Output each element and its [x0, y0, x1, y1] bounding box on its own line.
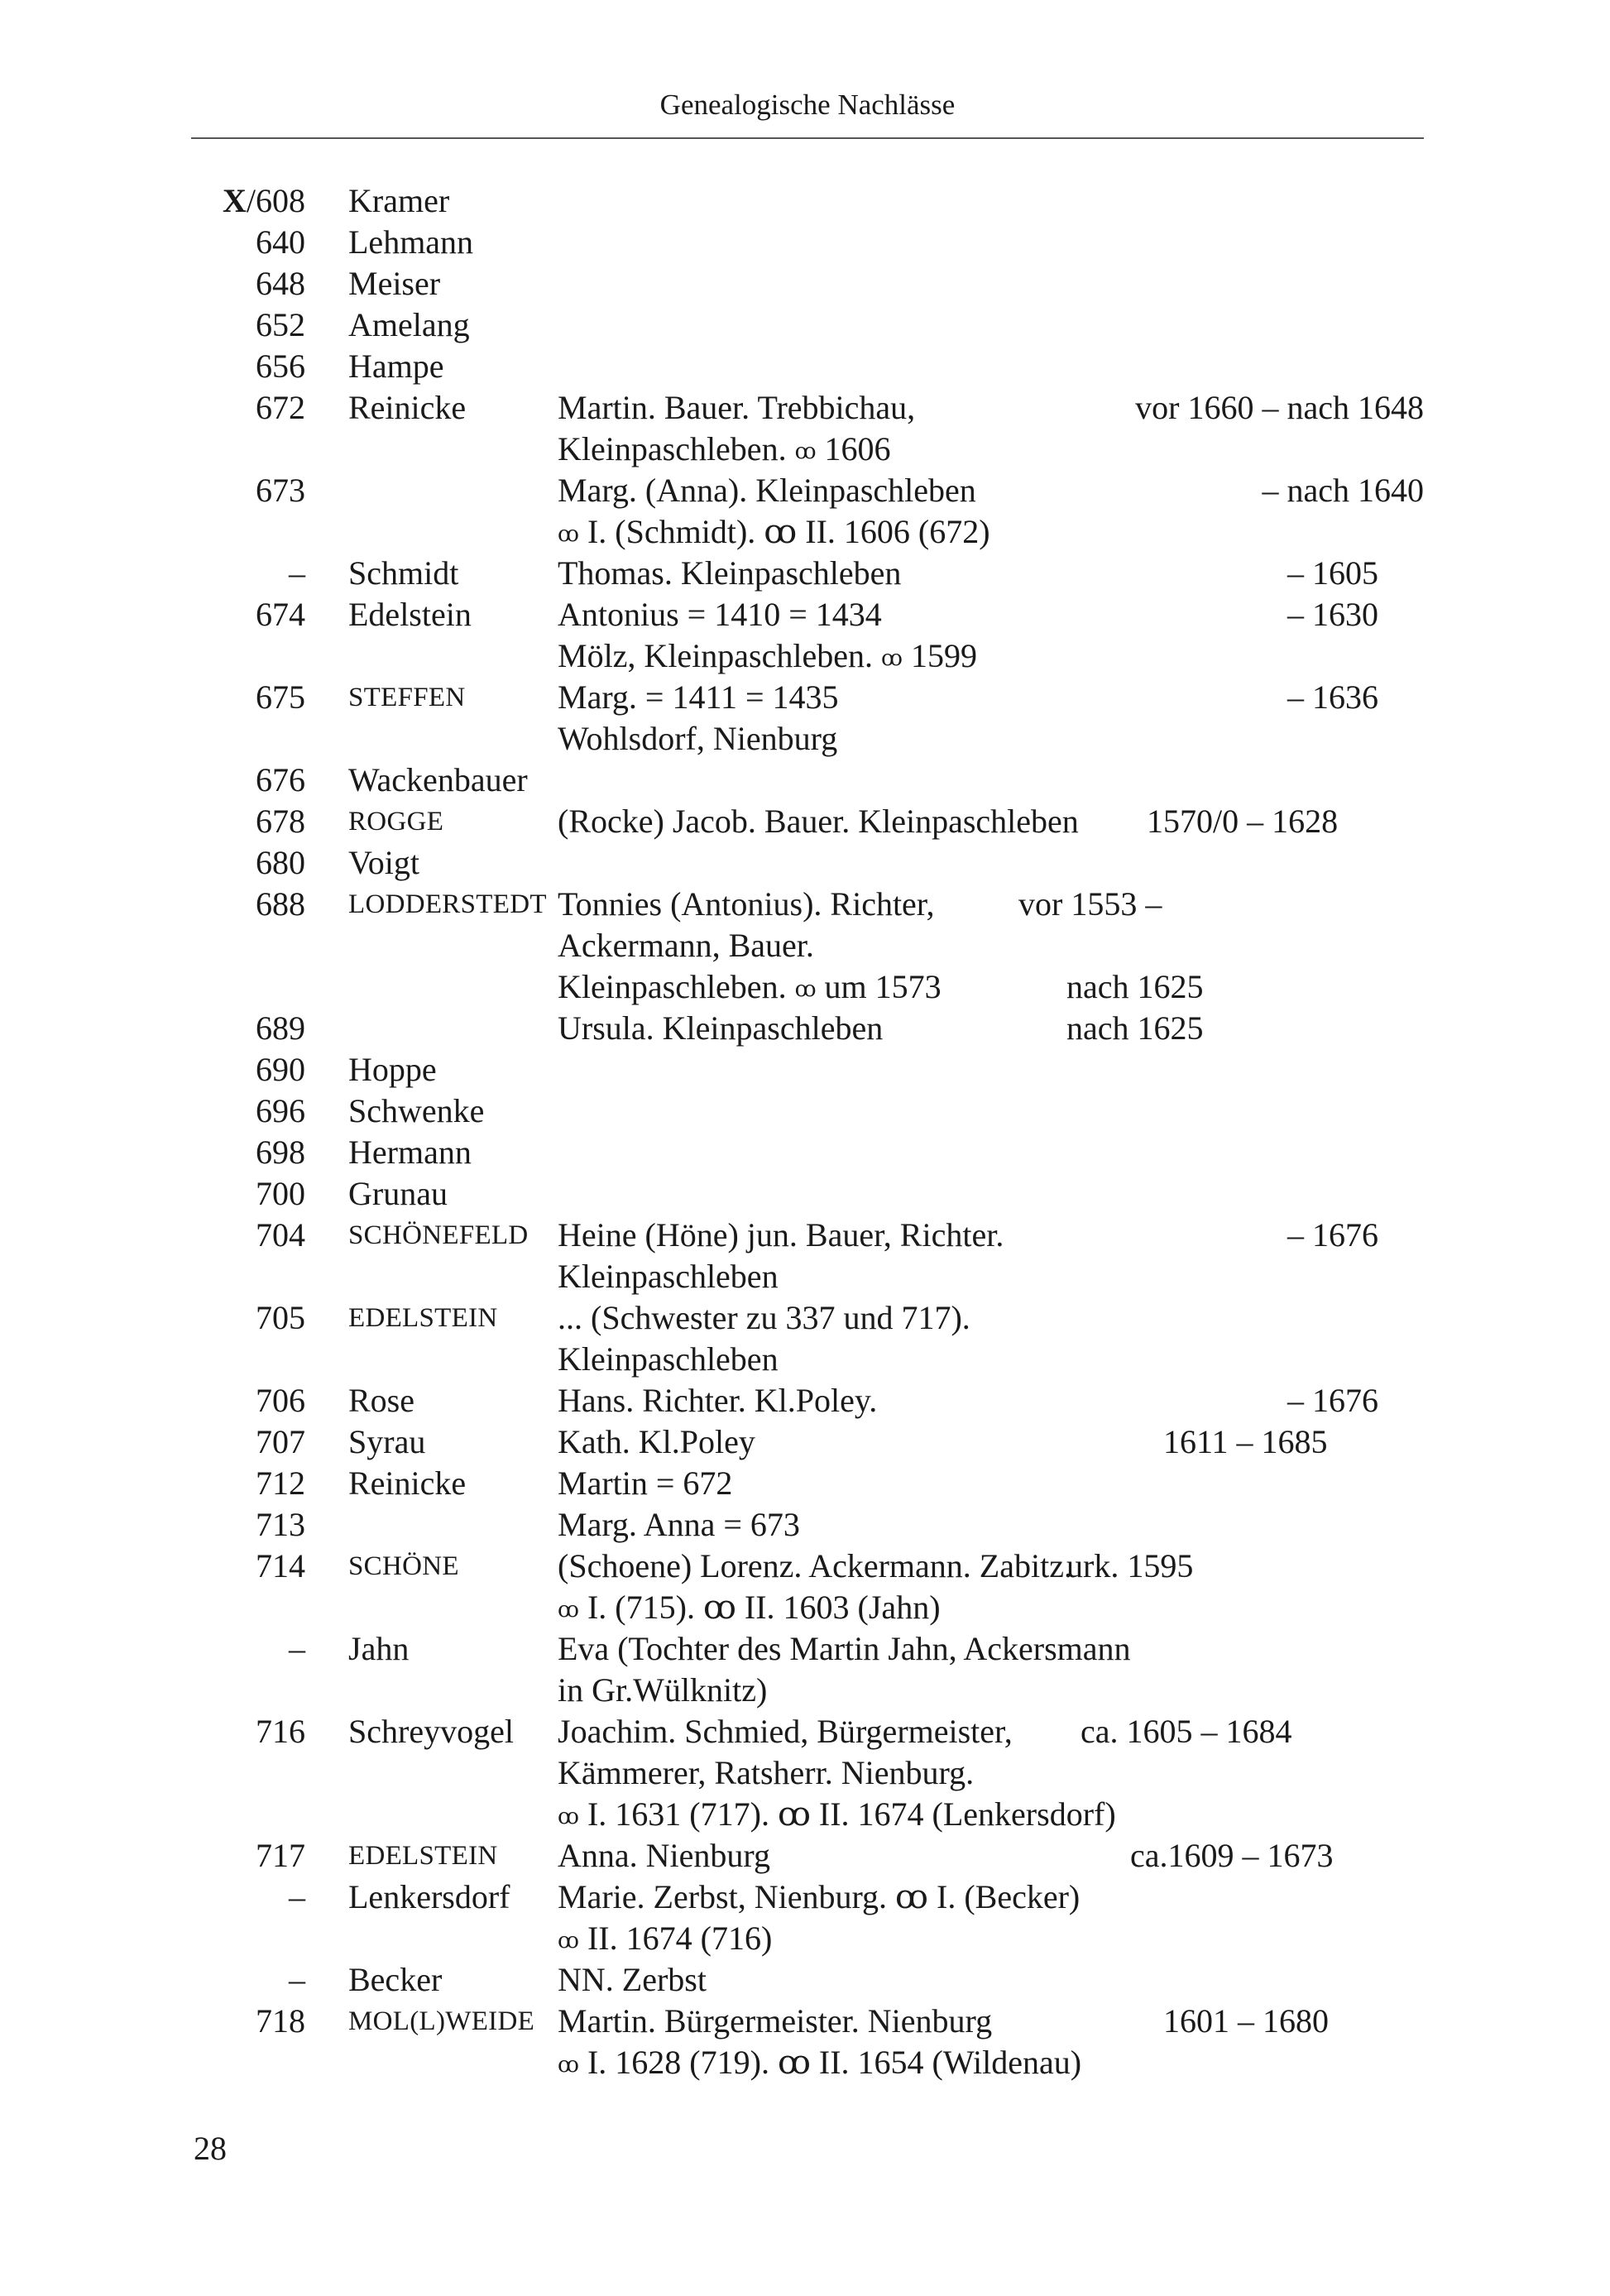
family-name: Schmidt — [348, 554, 459, 592]
entry-description: NN. Zerbst — [558, 1961, 707, 1998]
table-row — [191, 304, 1424, 346]
table-row — [191, 1090, 1424, 1132]
entry-description — [558, 966, 942, 1010]
running-header — [191, 89, 1424, 139]
life-dates: 1611 – 1685 — [1163, 1423, 1328, 1460]
entry-number: – — [289, 1961, 305, 1998]
life-dates: ca. 1605 – 1684 — [1081, 1713, 1292, 1750]
entry-number: 707 — [256, 1423, 305, 1460]
family-name: STEFFEN — [348, 683, 466, 712]
family-name: Lenkersdorf — [348, 1878, 510, 1915]
entry-description: Joachim. Schmied, Bürgermeister, — [558, 1713, 1013, 1750]
entry-description: Eva (Tochter des Martin Jahn, Ackersmann — [558, 1630, 1131, 1667]
entry-number: 678 — [256, 803, 305, 840]
family-name: Reinicke — [348, 1464, 467, 1502]
entry-description: Marie. Zerbst, Nienburg. ꝏ I. (Becker) — [558, 1878, 1081, 1915]
family-name: Amelang — [348, 306, 470, 343]
entry-description: Ursula. Kleinpaschleben — [558, 1009, 884, 1047]
table-row — [191, 2001, 1424, 2042]
entry-number: 688 — [256, 885, 305, 923]
family-name: Syrau — [348, 1423, 426, 1460]
entry-number: 696 — [256, 1092, 305, 1129]
table-row — [191, 1463, 1424, 1504]
life-dates: nach 1625 — [1066, 1009, 1204, 1047]
entry-number: 704 — [256, 1216, 305, 1253]
table-row — [191, 1835, 1424, 1877]
entry-description: (Schoene) Lorenz. Ackermann. Zabitz. — [558, 1547, 1072, 1584]
entry-description: Kath. Kl.Poley — [558, 1423, 755, 1460]
family-name: Wackenbauer — [348, 761, 528, 798]
entry-number: 698 — [256, 1134, 305, 1171]
marriage-symbol-icon: ꝏ — [558, 1805, 579, 1829]
table-row — [191, 1339, 1424, 1380]
family-name: Jahn — [348, 1630, 410, 1667]
genealogy-table — [191, 180, 1424, 2083]
family-name: Reinicke — [348, 389, 467, 426]
table-row — [191, 1008, 1424, 1049]
entry-number: 716 — [256, 1713, 305, 1750]
family-name: SCHÖNEFELD — [348, 1220, 529, 1250]
entry-number: 675 — [256, 678, 305, 716]
life-dates: ca.1609 – 1673 — [1130, 1837, 1334, 1874]
description-text: Kleinpaschleben. — [558, 430, 787, 467]
description-text: II. 1674 (716) — [587, 1920, 773, 1957]
table-row — [191, 1215, 1424, 1256]
entry-description: Antonius = 1410 = 1434 — [558, 596, 882, 633]
table-row — [191, 1049, 1424, 1090]
family-name: Schwenke — [348, 1092, 485, 1129]
entry-description: ... (Schwester zu 337 und 717). — [558, 1299, 970, 1336]
entry-number: 718 — [256, 2002, 305, 2040]
table-row — [191, 1256, 1424, 1297]
entry-number: 676 — [256, 761, 305, 798]
entry-number: – — [289, 1630, 305, 1667]
life-dates: – nach 1640 — [1262, 472, 1424, 509]
entry-description: Kämmerer, Ratsherr. Nienburg. — [558, 1754, 975, 1791]
table-row — [191, 263, 1424, 304]
entry-description: Martin. Bürgermeister. Nienburg — [558, 2002, 993, 2040]
family-name: Rose — [348, 1382, 414, 1419]
entry-number: – — [289, 554, 305, 592]
entry-description — [558, 1794, 1116, 1838]
family-name: Grunau — [348, 1175, 448, 1212]
entry-description: Marg. = 1411 = 1435 — [558, 678, 839, 716]
description-text: I. (Schmidt). ꝏ II. 1606 (672) — [587, 513, 990, 550]
family-name: Voigt — [348, 844, 419, 881]
table-row — [191, 718, 1424, 760]
table-row — [191, 1670, 1424, 1711]
marriage-symbol-icon: ꝏ — [558, 1598, 579, 1622]
table-row — [191, 1132, 1424, 1173]
entry-description — [558, 1918, 772, 1962]
life-dates: – 1636 — [1287, 678, 1378, 716]
table-row — [191, 1421, 1424, 1463]
entry-number: 648 — [256, 265, 305, 302]
table-row — [191, 760, 1424, 801]
entry-number: 672 — [256, 389, 305, 426]
page-number: 28 — [194, 2130, 227, 2167]
table-row — [191, 1628, 1424, 1670]
family-name: EDELSTEIN — [348, 1841, 498, 1871]
entry-number-prefix: X — [222, 182, 247, 219]
description-text: um 1573 — [824, 968, 942, 1005]
life-dates: vor 1660 – nach 1648 — [1135, 389, 1424, 426]
marriage-symbol-icon: ꝏ — [794, 977, 817, 1001]
description-text: I. 1628 (719). ꝏ II. 1654 (Wildenau) — [587, 2044, 1082, 2081]
table-row — [191, 470, 1424, 511]
entry-description: Anna. Nienburg — [558, 1837, 770, 1874]
entry-description — [558, 635, 977, 679]
entry-number: 680 — [256, 844, 305, 881]
entry-description: Thomas. Kleinpaschleben — [558, 554, 902, 592]
marriage-symbol-icon: ꝏ — [794, 439, 817, 463]
family-name: Schreyvogel — [348, 1713, 514, 1750]
entry-number: 656 — [256, 348, 305, 385]
entry-description: Marg. (Anna). Kleinpaschleben — [558, 472, 976, 509]
entry-number: 712 — [256, 1464, 305, 1502]
table-row — [191, 1959, 1424, 2001]
table-row — [191, 594, 1424, 635]
entry-number: 717 — [256, 1837, 305, 1874]
entry-description: Kleinpaschleben — [558, 1340, 779, 1378]
table-row — [191, 1918, 1424, 1959]
life-dates: vor 1553 – — [1018, 885, 1162, 923]
life-dates: nach 1625 — [1066, 968, 1204, 1005]
description-text: Kleinpaschleben. — [558, 968, 787, 1005]
table-row — [191, 635, 1424, 677]
family-name: Hermann — [348, 1134, 472, 1171]
family-name: Edelstein — [348, 596, 472, 633]
table-row — [191, 884, 1424, 925]
table-row — [191, 925, 1424, 966]
entry-number: 705 — [256, 1299, 305, 1336]
description-text: I. 1631 (717). ꝏ II. 1674 (Lenkersdorf) — [587, 1795, 1116, 1833]
family-name: ROGGE — [348, 807, 444, 836]
family-name: Lehmann — [348, 223, 474, 261]
table-row — [191, 1173, 1424, 1215]
family-name: LODDERSTEDT — [348, 889, 547, 919]
life-dates: urk. 1595 — [1066, 1547, 1194, 1584]
description-text: 1606 — [824, 430, 891, 467]
table-row — [191, 1297, 1424, 1339]
table-row — [191, 1752, 1424, 1794]
entry-description: Tonnies (Antonius). Richter, — [558, 885, 935, 923]
entry-description: Ackermann, Bauer. — [558, 927, 814, 964]
entry-description — [558, 511, 990, 555]
entry-number: 640 — [256, 223, 305, 261]
table-row — [191, 429, 1424, 470]
table-row — [191, 346, 1424, 387]
table-row — [191, 222, 1424, 263]
table-row — [191, 1546, 1424, 1587]
table-row — [191, 553, 1424, 594]
family-name: Becker — [348, 1961, 443, 1998]
entry-number: 713 — [256, 1506, 305, 1543]
table-row — [191, 1504, 1424, 1546]
life-dates: 1601 – 1680 — [1163, 2002, 1329, 2040]
table-row — [191, 677, 1424, 718]
entry-description: Martin. Bauer. Trebbichau, — [558, 389, 916, 426]
life-dates: 1570/0 – 1628 — [1147, 803, 1339, 840]
family-name: MOL(L)WEIDE — [348, 2006, 535, 2036]
life-dates: – 1676 — [1287, 1216, 1378, 1253]
entry-number: 652 — [256, 306, 305, 343]
entry-number: – — [289, 1878, 305, 1915]
running-header-title: Genealogische Nachlässe — [659, 89, 956, 121]
table-row — [191, 1380, 1424, 1421]
entry-description: in Gr.Wülknitz) — [558, 1671, 768, 1709]
entry-number — [223, 180, 305, 222]
table-row — [191, 1587, 1424, 1628]
marriage-symbol-icon: ꝏ — [558, 1929, 579, 1953]
family-name: SCHÖNE — [348, 1551, 459, 1581]
entry-description: Hans. Richter. Kl.Poley. — [558, 1382, 878, 1419]
family-name: Hoppe — [348, 1051, 437, 1088]
description-text: 1599 — [910, 637, 977, 674]
entry-number-value: /608 — [246, 182, 305, 219]
entry-number: 674 — [256, 596, 305, 633]
family-name: Kramer — [348, 182, 450, 219]
table-row — [191, 842, 1424, 884]
entry-description: Heine (Höne) jun. Bauer, Richter. — [558, 1216, 1004, 1253]
entry-number: 700 — [256, 1175, 305, 1212]
description-text: I. (715). ꝏ II. 1603 (Jahn) — [587, 1589, 941, 1626]
entry-description — [558, 1587, 941, 1631]
entry-description: Kleinpaschleben — [558, 1258, 779, 1295]
marriage-symbol-icon: ꝏ — [881, 646, 903, 670]
entry-number: 714 — [256, 1547, 305, 1584]
life-dates: – 1676 — [1287, 1382, 1378, 1419]
family-name: EDELSTEIN — [348, 1303, 498, 1333]
entry-description: Martin = 672 — [558, 1464, 733, 1502]
family-name: Hampe — [348, 348, 444, 385]
table-row — [191, 511, 1424, 553]
table-row — [191, 1877, 1424, 1918]
entry-description — [558, 429, 891, 472]
entry-number: 690 — [256, 1051, 305, 1088]
entry-number: 673 — [256, 472, 305, 509]
table-row — [191, 966, 1424, 1008]
life-dates: – 1605 — [1287, 554, 1378, 592]
description-text: Mölz, Kleinpaschleben. — [558, 637, 873, 674]
entry-description: Marg. Anna = 673 — [558, 1506, 800, 1543]
entry-number: 706 — [256, 1382, 305, 1419]
table-row — [191, 801, 1424, 842]
table-row — [191, 2042, 1424, 2083]
marriage-symbol-icon: ꝏ — [558, 2053, 579, 2077]
entry-number: 689 — [256, 1009, 305, 1047]
entry-description: Wohlsdorf, Nienburg — [558, 720, 838, 757]
entry-description: (Rocke) Jacob. Bauer. Kleinpaschleben — [558, 803, 1079, 840]
entry-description — [558, 2042, 1081, 2086]
marriage-symbol-icon: ꝏ — [558, 522, 579, 546]
table-row — [191, 180, 1424, 222]
table-row — [191, 1794, 1424, 1835]
table-row — [191, 1711, 1424, 1752]
table-row — [191, 387, 1424, 429]
life-dates: – 1630 — [1287, 596, 1378, 633]
family-name: Meiser — [348, 265, 441, 302]
